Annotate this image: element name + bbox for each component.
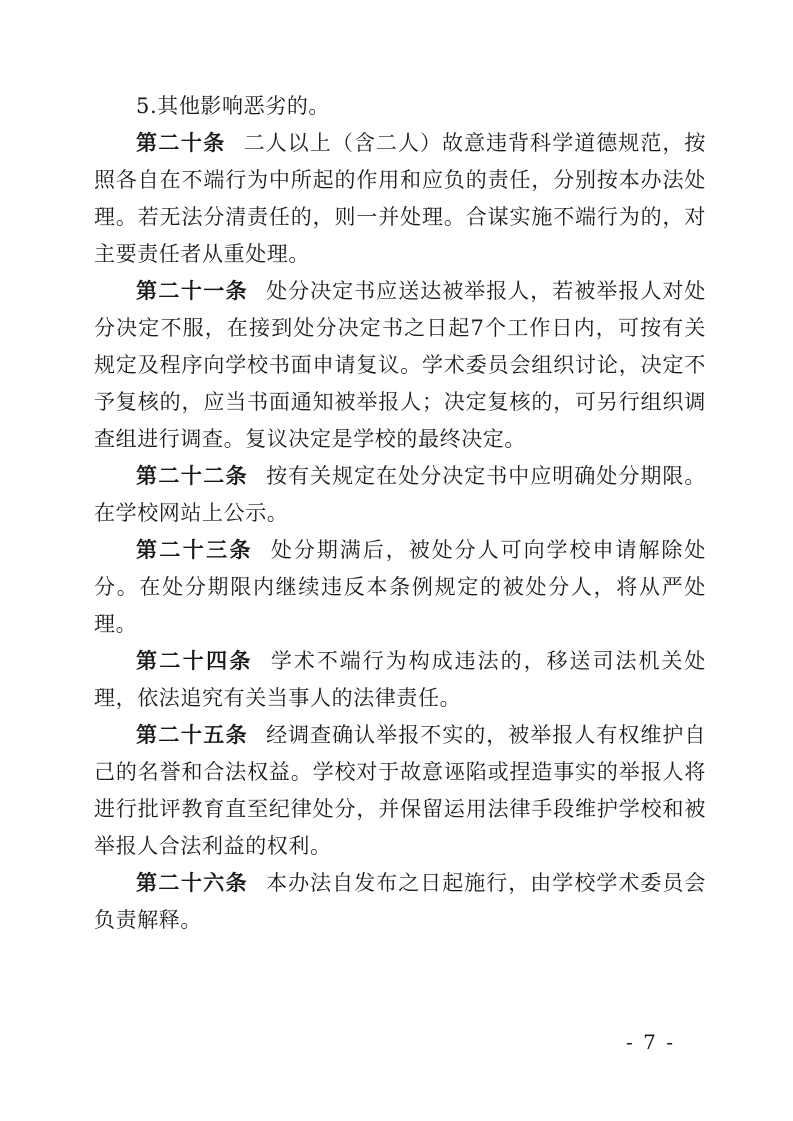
- article-text: 二人以上（含二人）故意违背科学道德规范，按照各自在不端行为中所起的作用和应负的责任，分别按本办法处理。若无法分清责任的，则一并处理。合谋实施不端行为的，对主要责任者从重处理。: [94, 131, 706, 266]
- clause-text: 5.其他影响恶劣的。: [136, 94, 331, 118]
- document-body: [94, 88, 706, 939]
- article-text: 处分决定书应送达被举报人，若被举报人对处分决定不服，在接到处分决定书之日起7个工作日内，可按有关规定及程序向学校书面申请复议。学术委员会组织讨论，决定不予复核的，应当书面通知被举报人；决定复核的，可另行组织调查组进行调查。复议决定是学校的最终决定。: [94, 279, 707, 451]
- article-heading: 第二十一条: [136, 279, 249, 303]
- article-text: 处分期满后，被处分人可向学校申请解除处分。在处分期限内继续违反本条例规定的被处分人，将从严处理。: [94, 538, 706, 636]
- article-21: [94, 273, 706, 458]
- article-text: 按有关规定在处分决定书中应明确处分期限。在学校网站上公示。: [94, 464, 707, 525]
- article-heading: 第二十四条: [136, 649, 253, 673]
- article-heading: 第二十六条: [136, 871, 249, 895]
- article-heading: 第二十五条: [136, 723, 249, 747]
- article-text: 经调查确认举报不实的，被举报人有权维护自己的名誉和合法权益。学校对于故意诬陷或捏造事实的举报人将进行批评教育直至纪律处分，并保留运用法律手段维护学校和被举报人合法利益的权利。: [94, 723, 707, 858]
- article-20: [94, 125, 706, 273]
- article-24: [94, 643, 706, 717]
- article-heading: 第二十二条: [136, 464, 249, 488]
- article-heading: 第二十三条: [136, 538, 253, 562]
- page-number: - 7 -: [626, 1030, 675, 1054]
- article-22: [94, 458, 706, 532]
- article-heading: 第二十条: [136, 131, 226, 155]
- article-25: [94, 717, 706, 865]
- clause-item-5: [94, 88, 706, 125]
- article-text: 本办法自发布之日起施行，由学校学术委员会负责解释。: [94, 871, 707, 932]
- article-text: 学术不端行为构成违法的，移送司法机关处理，依法追究有关当事人的法律责任。: [94, 649, 706, 710]
- article-26: [94, 865, 706, 939]
- article-23: [94, 532, 706, 643]
